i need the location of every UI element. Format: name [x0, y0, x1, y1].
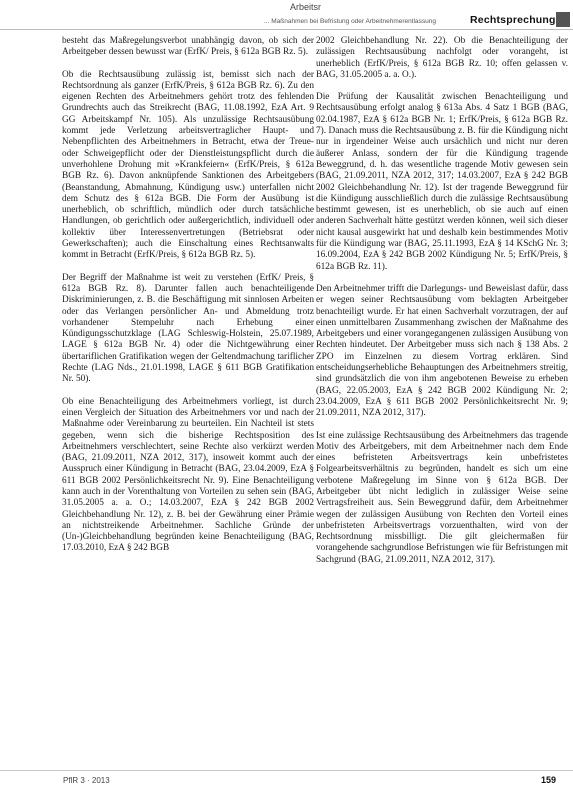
paragraph: Ist eine zulässige Rechtsausübung des Arbeitnehmers das tragende Motiv des Arbeitgebers, mit dem Arbeitnehmer nach dem Ende eines befristeten Arbeitsvertrags kein unbefristetes Folgearbeitsverhältnis zu begründen, handelt es sich um eine verbotene Maßregelung im Sinne von § 612a BGB. Der Arbeitgeber übt nicht lediglich in zulässiger Weise seine Vertragsfreiheit aus. Sein Beweggrund dafür, dem Arbeitnehmer wegen der zulässigen Ausübung von Rechten den Vorteil eines unbefristeten Arbeitsvertrags vorzuenthalten, wird von der Rechtsordnung missbilligt. Die gilt gleichermaßen für vorangehende sachgrundlose Befristungen wie für Befristungen mit Sachgrund (BAG, 21.09.2011, NZA 2012, 317).	[316, 430, 568, 565]
paragraph: Die Prüfung der Kausalität zwischen Benachteiligung und Rechtsausübung erfolgt analog § 613a Abs. 4 Satz 1 BGB (BAG, 02.04.1987, EzA § 612a BGB Nr. 1; ErfK/Preis, § 612a BGB Rz. 7). Danach muss die Rechtsausübung z. B. für die Kündigung nicht nur in irgendeiner Weise auch ursächlich und nicht nur deren äußerer Anlass, sondern der für die Kündigung tragende Beweggrund, d. h. das wesentliche tragende Motiv gewesen sein (BAG, 21.09.2011, NZA 2012, 317; 14.03.2007, EzA § 242 BGB 2002 Gleichbehandlung Nr. 12). Ist der tragende Beweggrund für die Kündigung ausschließlich durch die zulässige Rechtsausübung bestimmt gewesen, ist es unerheblich, ob sie auch auf einen anderen Sachverhalt hätte gestützt werden können, weil sich dieser nicht kausal ausgewirkt hat und deshalb kein bestimmendes Motiv für die Kündigung war (BAG, 25.11.1993, EzA § 14 KSchG Nr. 3; 16.09.2004, EzA § 242 BGB 2002 Kündigung Nr. 5; ErfK/Preis, § 612a BGB Rz. 11).	[316, 92, 568, 272]
header-marker-block	[556, 12, 570, 27]
paragraph: Den Arbeitnehmer trifft die Darlegungs- und Beweislast dafür, dass er wegen seiner Rechtsausübung vom beklagten Arbeitgeber benachteiligt wurde. Er hat einen Sachverhalt vorzutragen, der auf einen unmittelbaren Zusammenhang zwischen der Maßnahme des Arbeitgebers und einer vorangegangenen zulässigen Ausübung von Rechten hindeutet. Der Arbeitgeber muss sich nach § 138 Abs. 2 ZPO im Einzelnen zu diesem Vortrag erklären. Sind entscheidungserhebliche Behauptungen des Arbeitnehmers streitig, sind grundsätzlich die von ihm angebotenen Beweise zu erheben (BAG, 22.05.2003, EzA § 242 BGB 2002 Kündigung Nr. 2; 23.04.2009, EzA § 611 BGB 2002 Persönlichkeitsrecht Nr. 9; 21.09.2011, NZA 2012, 317).	[316, 283, 568, 419]
footer-rule	[0, 770, 573, 771]
section-kicker: Arbeitsr	[290, 2, 322, 12]
section-title: Rechtsprechung	[470, 14, 556, 26]
journal-issue: PflR 3 · 2013	[63, 776, 110, 785]
header-rule	[0, 29, 573, 30]
paragraph: Ob die Rechtsausübung zulässig ist, bemisst sich nach der Rechtsordnung als ganzer (ErfK/Preis, § 612a BGB Rz. 6). Zu den eigenen Rechten des Arbeitnehmers gehört trotz des fehlenden Grundrechts auch das Streikrecht (BAG, 11.08.1992, EzA Art. 9 GG Arbeitskampf Nr. 105). Als unzulässige Rechtsausübung kommt jede Verletzung arbeitsvertraglicher Haupt- und Nebenpflichten des Arbeitnehmers in Betracht, etwa der Treue- oder Schweigepflicht oder der Dienstleistungspflicht durch die unverhohlene Drohung mit »Krankfeiern« (ErfK/Preis, § 612a BGB Rz. 6). Davon anknüpfende Sanktionen des Arbeitgebers (Beanstandung, Abmahnung, Kündigung usw.) unterfallen nicht dem Schutz des § 612a BGB. Die Form der Ausübung ist unerheblich, ob schriftlich, mündlich oder durch tatsächliche Handlungen, ob gerichtlich oder außergerichtlich, individuell oder kollektiv über Interessenvertretungen (Betriebsrat oder Gewerkschaften); auch die Einschaltung eines Rechtsanwalts kommt in Betracht (ErfK/Preis, § 612a BGB Rz. 5).	[62, 69, 314, 261]
paragraph: 2002 Gleichbehandlung Nr. 22). Ob die Benachteiligung der zulässigen Rechtsausübung nachfolgt oder vorangeht, ist unerheblich (ErfK/Preis, § 612a BGB Rz. 10; offen gelassen v. BAG, 31.05.2005 a. a. O.).	[316, 36, 568, 80]
left-column	[62, 36, 314, 566]
page-number: 159	[541, 775, 557, 785]
right-column	[316, 36, 568, 577]
paragraph: besteht das Maßregelungsverbot unabhängig davon, ob sich der Arbeitgeber dessen bewusst war (ErfK/ Preis, § 612a BGB Rz. 5).	[62, 36, 314, 58]
paragraph: Ob eine Benachteiligung des Arbeitnehmers vorliegt, ist durch einen Vergleich der Situation des Arbeitnehmers vor und nach der Maßnahme oder Vereinbarung zu beurteilen. Ein Nachteil ist stets gegeben, wenn sich die bisherige Rechtsposition des Arbeitnehmers verschlechtert, seine Rechte also verkürzt werden (BAG, 21.09.2011, NZA 2012, 317), insoweit kommt auch der Ausspruch einer Kündigung in Betracht (BAG, 23.04.2009, EzA § 611 BGB 2002 Persönlichkeitsrecht Nr. 9). Eine Benachteiligung kann auch in der Vorenthaltung von Vorteilen zu sehen sein (BAG, 31.05.2005 a. a. O.; 14.03.2007, EzA § 242 BGB 2002 Gleichbehandlung Nr. 12), z. B. bei der Gewährung einer Prämie an nichtstreikende Arbeitnehmer. Sachliche Gründe der (Un-)Gleichbehandlung begründen keine Benachteiligung (BAG, 17.03.2010, EzA § 242 BGB	[62, 396, 314, 554]
header-subtitle: ... Maßnahmen bei Befristung oder Arbeitnehmerentlassung	[264, 18, 436, 25]
paragraph: Der Begriff der Maßnahme ist weit zu verstehen (ErfK/ Preis, § 612a BGB Rz. 8). Darunter fallen auch benachteiligende Diskriminierungen, z. B. die Beschäftigung mit sinnlosen Arbeiten oder das Verlangen persönlicher An- und Abmeldung trotz vorhandener Stempeluhr nach Erhebung einer Kündigungsschutzklage (LAG Schleswig-Holstein, 25.07.1989, LAGE § 612a BGB Nr. 4) oder die Nichtgewährung einer übertariflichen Gratifikation wegen der Geltendmachung tariflicher Rechte (LAG Nds., 21.01.1998, LAGE § 611 BGB Gratifikation Nr. 50).	[62, 272, 314, 385]
